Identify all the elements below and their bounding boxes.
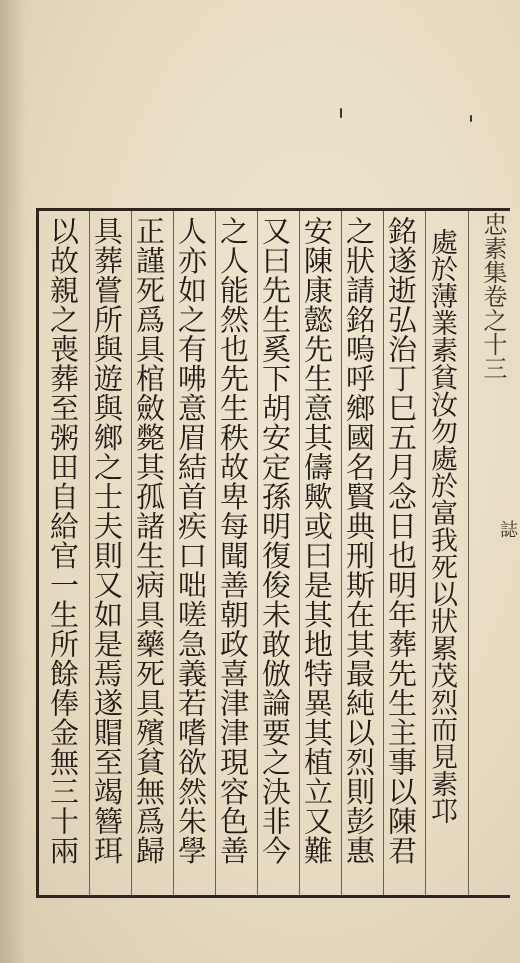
running-title: 忠素集卷之十三 [479,212,507,380]
ink-speck [340,108,342,118]
text-column: 安陳康懿先生意其儔歟或曰是其地特異其植立又難 [300,216,334,865]
text-column: 又曰先生奚下胡安定孫明復俊未敢倣論要之決非今 [258,216,292,865]
text-column: 具葬嘗所與遊與鄉之士夫則又如是焉遂賵至竭簪珥 [90,216,124,865]
text-column: 以故親之喪葬至粥田自給官一生所餘俸金無三十兩 [46,216,80,865]
ink-speck [470,115,472,122]
binding-shadow [0,0,26,963]
section-mark: 誌 [497,520,518,538]
text-column: 正謹死爲具棺斂斃其孤諸生病具藥死具殯貧無爲歸 [132,216,166,865]
text-column: 人亦如之有咈意眉結首疾口咄嗟急義若嗜欲然朱學 [174,216,208,865]
text-column: 之狀請銘嗚呼鄉國名賢典刑斯在其最純以烈則彭惠 [342,216,376,865]
text-column: 處於薄業素貧汝勿處於富我死以狀累茂烈而見素邛 [426,228,457,825]
column-rule [468,211,469,895]
text-column: 之人能然也先生秩故卑每聞善朝政喜津津現容色善 [216,216,250,865]
text-column: 銘遂逝弘治丁巳五月念日也明年葬先生主事以陳君 [384,216,418,865]
